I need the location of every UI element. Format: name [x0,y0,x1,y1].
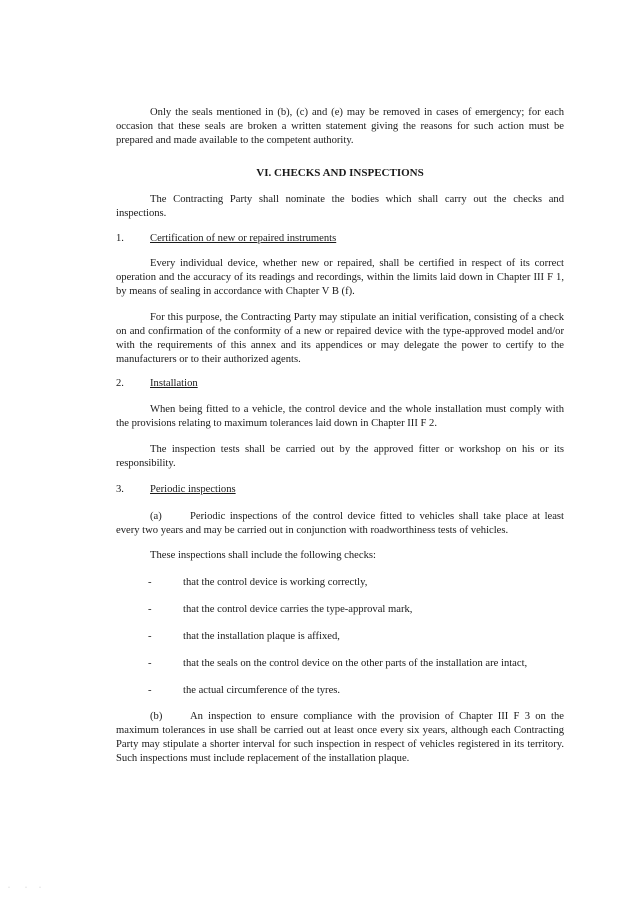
section-2-title: Installation [150,378,198,389]
intro-paragraph: Only the seals mentioned in (b), (c) and (e) may be removed in cases of emergency; for each occasion that these seals are broken a written statement giving the reasons for such action must be prepared and made available to the competent authority. [116,107,564,146]
check-item: that the control device carries the type-approval mark, [183,604,413,615]
check-item: that the installation plaque is affixed, [183,631,340,642]
bullet-dash: - [148,577,152,588]
bullet-dash: - [148,604,152,615]
section-heading: VI. CHECKS AND INSPECTIONS [256,167,424,179]
sub-a-text: Periodic inspections of the control device fitted to vehicles shall take place at least every two years and may be carried out in conjunction with roadworthiness tests of vehicles. [116,511,564,536]
bullet-dash: - [148,658,152,669]
check-item: that the control device is working correctly, [183,577,368,588]
bullet-dash: - [148,631,152,642]
section-3-title: Periodic inspections [150,484,236,495]
check-item: that the seals on the control device on the other parts of the installation are intact, [183,658,528,669]
heading-paragraph: The Contracting Party shall nominate the bodies which shall carry out the checks and inspections. [116,194,564,219]
section-3-sub-b [116,710,564,766]
section-1-paragraph-2: For this purpose, the Contracting Party may stipulate an initial verification, consisting of a check on and confirmation of the conformity of a new or repaired device with the type-approved model and/or with the requirements of this annex and its appendices or may delegate the power to certify to the manufacturers or to their authorized agents. [116,312,564,365]
section-3-sub-a [116,510,564,538]
check-item: the actual circumference of the tyres. [183,685,341,696]
section-2-paragraph-2: The inspection tests shall be carried out by the approved fitter or workshop on his or its responsibility. [116,444,564,469]
section-1-paragraph-1: Every individual device, whether new or repaired, shall be certified in respect of its correct operation and the accuracy of its readings and recordings, within the limits laid down in Chapter III F 1, by means of sealing in accordance with Chapter V B (f). [116,258,564,297]
section-1-number: 1. [116,233,124,244]
scan-specks: · · · [8,885,41,891]
sub-b-label: (b) [150,711,163,722]
sub-a-label: (a) [150,511,162,522]
sub-b-text: An inspection to ensure compliance with the provision of Chapter III F 3 on the maximum tolerances in use shall be carried out at least once every six years, although each Contracting Party may stipulate a shorter interval for such inspection in respect of vehicles registered in its territory. Such inspections must include replacement of the installation plaque. [116,711,564,764]
section-1-title: Certification of new or repaired instruments [150,233,337,244]
section-3-number: 3. [116,484,124,495]
section-2-paragraph-1: When being fitted to a vehicle, the control device and the whole installation must comply with the provisions relating to maximum tolerances laid down in Chapter III F 2. [116,404,564,429]
bullet-dash: - [148,685,152,696]
section-2-number: 2. [116,378,124,389]
checks-intro: These inspections shall include the following checks: [150,550,376,561]
